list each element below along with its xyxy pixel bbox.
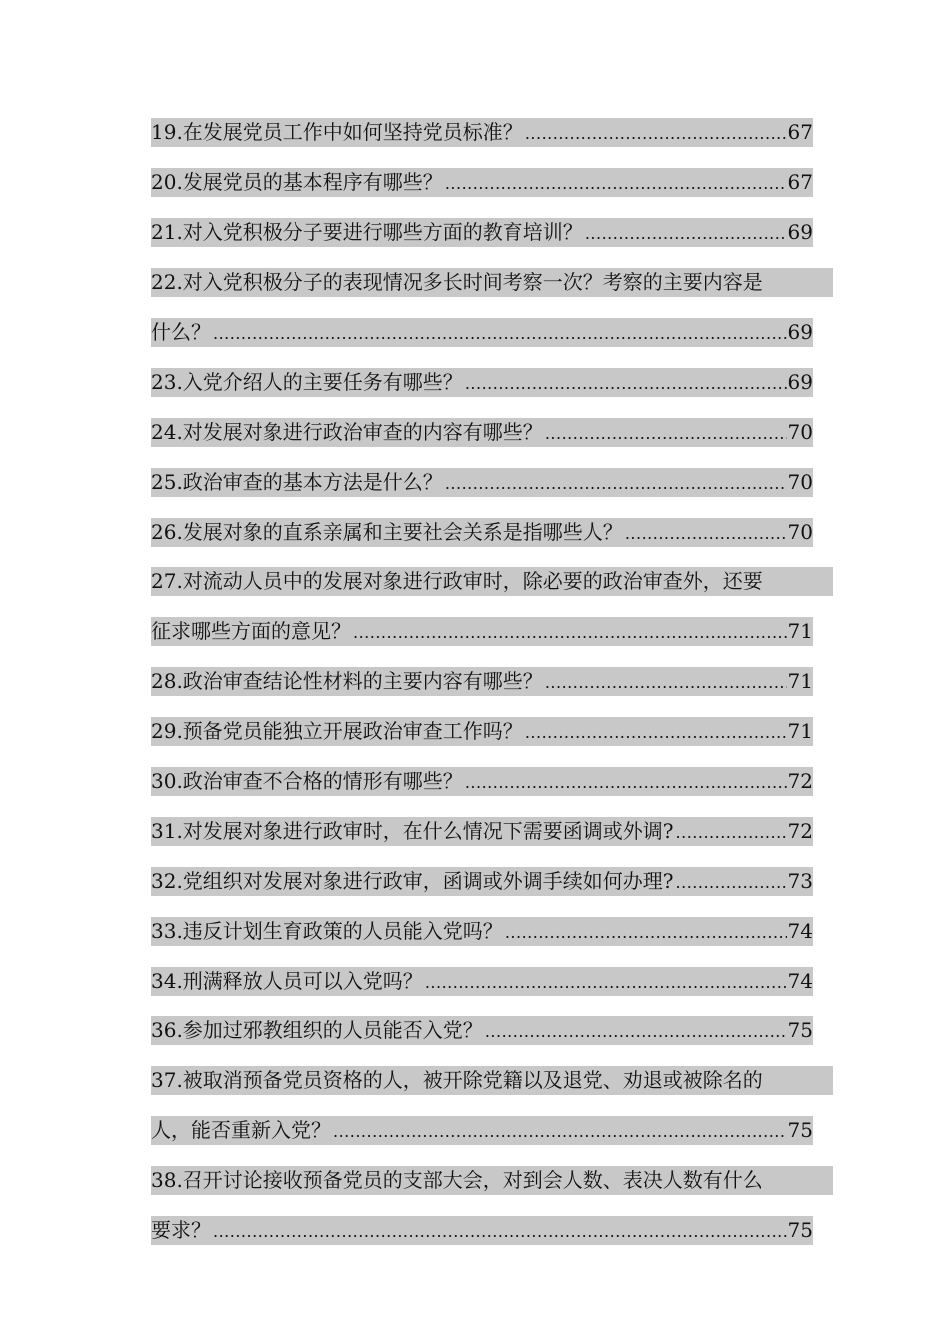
toc-entry-title: 21.对入党积极分子要进行哪些方面的教育培训？ [151,220,583,245]
toc-entry[interactable] [151,158,833,208]
toc-entry-last-line [151,308,833,358]
toc-entry[interactable] [151,507,833,557]
highlight-band [151,767,813,796]
toc-page-number: 75 [787,1218,813,1243]
toc-entry-line [151,1156,833,1206]
toc-page-number: 74 [787,968,813,993]
toc-entry-last-line [151,1006,833,1056]
toc-entry-last-line [151,757,833,807]
toc-entry-last-line [151,806,833,856]
highlight-band [151,817,813,846]
toc-entry-last-line [151,657,833,707]
toc-page-number: 69 [787,220,813,245]
toc-entry-last-line [151,607,833,657]
dot-leader [213,1218,787,1245]
highlight-band [151,168,813,197]
toc-page-number: 70 [787,519,813,544]
highlight-band [151,967,813,996]
toc-entry[interactable] [151,1006,833,1056]
toc-entry-title: 20.发展党员的基本程序有哪些？ [151,170,443,195]
toc-entry-title: 人，能否重新入党？ [151,1118,331,1143]
toc-entry[interactable] [151,557,833,657]
toc-entry[interactable] [151,757,833,807]
toc-entry-line [151,258,833,308]
dot-leader [505,919,787,946]
toc-entry[interactable] [151,906,833,956]
toc-entry-title: 24.对发展对象进行政治审查的内容有哪些？ [151,419,543,444]
dot-leader [625,520,787,547]
highlight-band [151,118,813,147]
dot-leader [465,769,787,796]
highlight-band [151,268,833,297]
toc-entry-title: 29.预备党员能独立开展政治审查工作吗？ [151,719,523,744]
highlight-band [151,368,813,397]
dot-leader [333,1118,787,1145]
toc-entry[interactable] [151,806,833,856]
toc-page-number: 70 [787,469,813,494]
toc-entry[interactable] [151,407,833,457]
dot-leader [485,1018,787,1045]
dot-leader [445,170,787,197]
highlight-band [151,218,813,247]
toc-entry-title: 33.违反计划生育政策的人员能入党吗？ [151,918,503,943]
toc-page-number: 75 [787,1018,813,1043]
highlight-band [151,867,813,896]
toc-entry-title: 37.被取消预备党员资格的人，被开除党籍以及退党、劝退或被除名的 [151,1068,763,1093]
toc-entry-title: 27.对流动人员中的发展对象进行政审时，除必要的政治审查外，还要 [151,569,763,594]
toc-entry[interactable] [151,208,833,258]
toc-entry-title: 22.对入党积极分子的表现情况多长时间考察一次？考察的主要内容是 [151,270,763,295]
toc-entry[interactable] [151,258,833,358]
toc-entry-last-line [151,906,833,956]
toc-entry[interactable] [151,1056,833,1156]
toc-entry-title: 什么？ [151,320,211,344]
highlight-band [151,617,813,646]
highlight-band [151,418,813,447]
dot-leader [445,470,787,497]
toc-entry[interactable] [151,1156,833,1256]
toc-entry[interactable] [151,357,833,407]
highlight-band [151,318,813,347]
highlight-band [151,468,813,497]
toc-entry-title: 28.政治审查结论性材料的主要内容有哪些？ [151,669,543,694]
toc-page-number: 71 [787,719,813,744]
dot-leader [676,869,787,896]
toc-entry-last-line [151,707,833,757]
highlight-band [151,1066,833,1095]
toc-page-number: 72 [787,818,813,843]
toc-entry-last-line [151,208,833,258]
toc-entry-last-line [151,158,833,208]
dot-leader [545,669,787,696]
highlight-band [151,567,833,596]
highlight-band [151,917,813,946]
toc-entry-last-line [151,956,833,1006]
dot-leader [585,220,787,247]
toc-entry-title: 26.发展对象的直系亲属和主要社会关系是指哪些人？ [151,519,623,544]
toc-entry-title: 31.对发展对象进行政审时，在什么情况下需要函调或外调? [151,818,674,843]
toc-page-number: 71 [787,619,813,644]
toc-entry-last-line [151,856,833,906]
dot-leader [676,819,787,846]
toc-page-number: 74 [787,918,813,943]
highlight-band [151,717,813,746]
dot-leader [213,320,787,347]
toc-entry-title: 25.政治审查的基本方法是什么？ [151,469,443,494]
toc-entry-line [151,557,833,607]
toc-entry[interactable] [151,856,833,906]
toc-page-number: 69 [787,320,813,344]
toc-page-number: 71 [787,669,813,694]
table-of-contents [151,108,833,1255]
toc-entry-title: 30.政治审查不合格的情形有哪些？ [151,769,463,794]
toc-entry[interactable] [151,956,833,1006]
toc-entry-last-line [151,1106,833,1156]
dot-leader [425,969,787,996]
dot-leader [545,420,787,447]
dot-leader [525,120,787,147]
toc-entry-line [151,1056,833,1106]
toc-entry-last-line [151,1206,833,1256]
toc-page-number: 75 [787,1118,813,1143]
toc-entry-last-line [151,407,833,457]
toc-entry[interactable] [151,707,833,757]
dot-leader [465,370,787,397]
toc-page-number: 70 [787,419,813,444]
toc-entry-last-line [151,507,833,557]
toc-entry-title: 要求？ [151,1218,211,1243]
highlight-band [151,1016,813,1045]
highlight-band [151,1166,833,1195]
highlight-band [151,1116,813,1145]
toc-page-number: 69 [787,369,813,394]
highlight-band [151,1216,813,1245]
toc-entry-title: 38.召开讨论接收预备党员的支部大会，对到会人数、表决人数有什么 [151,1168,763,1193]
toc-entry-last-line [151,357,833,407]
toc-entry-title: 32.党组织对发展对象进行政审，函调或外调手续如何办理? [151,868,674,893]
toc-entry-title: 34.刑满释放人员可以入党吗？ [151,968,423,993]
toc-entry-title: 征求哪些方面的意见？ [151,619,351,644]
highlight-band [151,667,813,696]
highlight-band [151,518,813,547]
toc-page-number: 73 [787,868,813,893]
toc-page-number: 67 [787,170,813,195]
toc-entry-title: 36.参加过邪教组织的人员能否入党？ [151,1018,483,1043]
toc-entry-last-line [151,108,833,158]
toc-entry-last-line [151,457,833,507]
toc-entry[interactable] [151,657,833,707]
toc-page-number: 72 [787,769,813,794]
dot-leader [353,619,787,646]
toc-entry[interactable] [151,457,833,507]
toc-page-number: 67 [787,120,813,145]
toc-entry-title: 19.在发展党员工作中如何坚持党员标准？ [151,120,523,145]
toc-entry-title: 23.入党介绍人的主要任务有哪些？ [151,369,463,394]
dot-leader [525,719,787,746]
toc-entry[interactable] [151,108,833,158]
